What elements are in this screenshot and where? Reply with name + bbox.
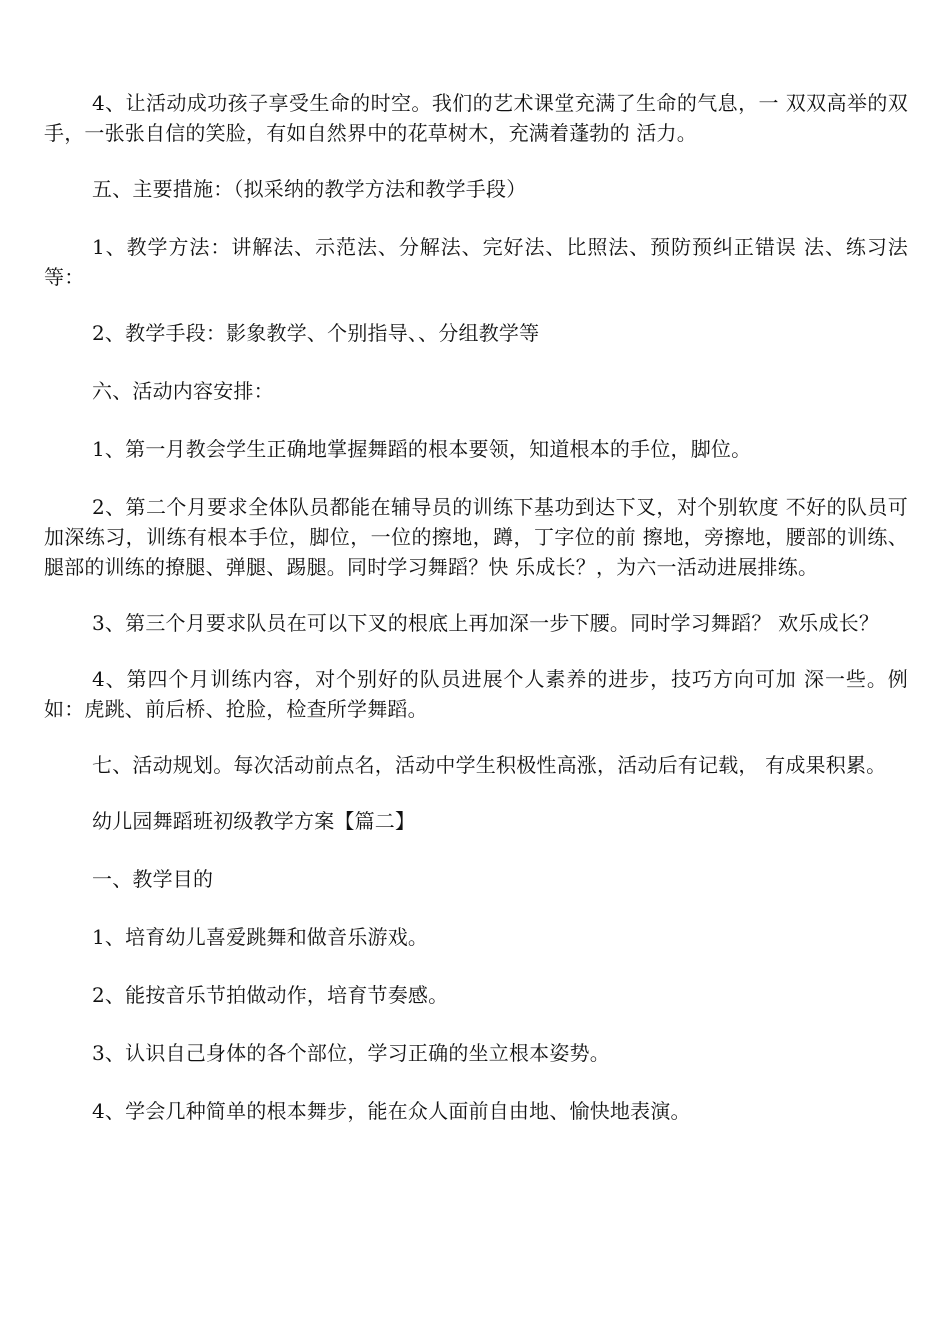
paragraph: 3、认识自己身体的各个部位，学习正确的坐立根本姿势。 [92, 1041, 610, 1065]
paragraph: 4、第四个月训练内容，对个别好的队员进展个人素养的进步，技巧方向可加 深一些。例如：虎跳、前后桥、抢脸，检查所学舞蹈。 [44, 667, 908, 721]
paragraph: 1、教学方法：讲解法、示范法、分解法、完好法、比照法、预防预纠正错误 法、练习法等： [44, 235, 908, 289]
paragraph: 3、第三个月要求队员在可以下叉的根底上再加深一步下腰。同时学习舞蹈？ 欢乐成长？ [92, 611, 880, 635]
paragraph: 2、第二个月要求全体队员都能在辅导员的训练下基功到达下叉，对个别软度 不好的队员可加深练习，训练有根本手位，脚位，一位的擦地，蹲，丁字位的前 擦地，旁擦地，腰部的训练、腿部的训练的撩腿、弹腿、踢腿。同时学习舞蹈？快 乐成长？，为六一活动进展排练。 [44, 495, 908, 579]
paragraph: 4、让活动成功孩子享受生命的时空。我们的艺术课堂充满了生命的气息，一 双双高举的双手，一张张自信的笑脸，有如自然界中的花草树木，充满着蓬勃的 活力。 [44, 91, 908, 145]
paragraph: 2、能按音乐节拍做动作，培育节奏感。 [92, 983, 449, 1007]
article-title: 幼儿园舞蹈班初级教学方案【篇二】 [92, 809, 416, 833]
paragraph: 1、培育幼儿喜爱跳舞和做音乐游戏。 [92, 925, 429, 949]
document-body [44, 88, 908, 1126]
section-heading: 一、教学目的 [92, 867, 214, 891]
paragraph: 1、第一月教会学生正确地掌握舞蹈的根本要领，知道根本的手位，脚位。 [92, 437, 752, 461]
section-heading: 六、活动内容安排： [92, 379, 274, 403]
paragraph: 七、活动规划。每次活动前点名，活动中学生积极性高涨，活动后有记载， 有成果积累。 [92, 753, 887, 777]
section-heading: 五、主要措施：（拟采纳的教学方法和教学手段） [92, 177, 527, 201]
paragraph: 4、学会几种简单的根本舞步，能在众人面前自由地、愉快地表演。 [92, 1099, 691, 1123]
paragraph: 2、教学手段：影象教学、个别指导、、分组教学等 [92, 321, 540, 345]
